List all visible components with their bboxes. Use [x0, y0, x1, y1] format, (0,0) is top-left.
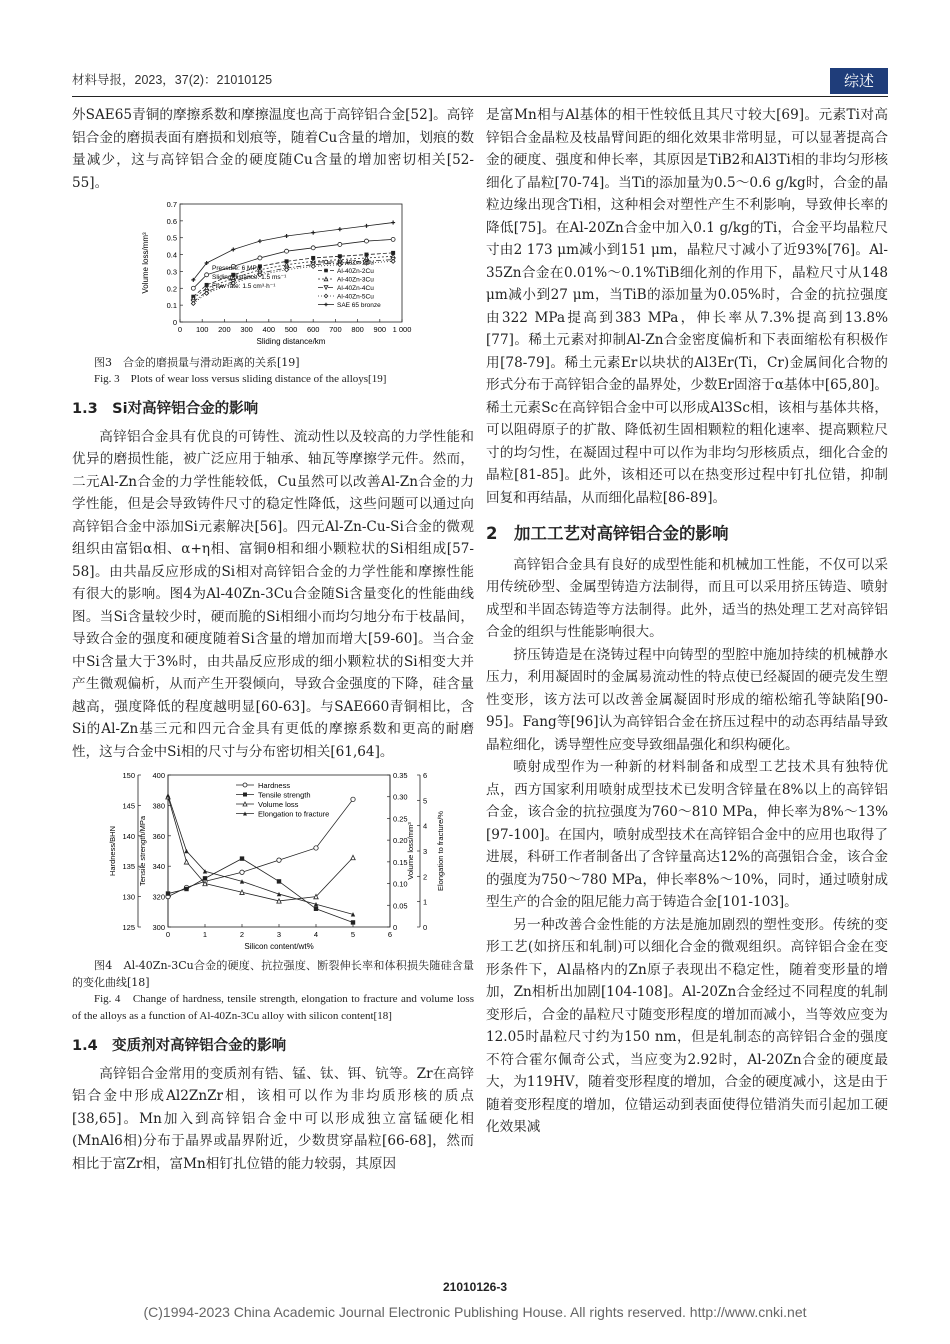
y-tick-label: 150: [122, 771, 135, 780]
legend-marker: [324, 286, 328, 290]
figure-3-caption-en: Fig. 3 Plots of wear loss versus sliding distance of the alloys[19]: [94, 373, 387, 385]
data-point: [166, 793, 170, 797]
figure-4-silicon-chart: [88, 765, 458, 957]
legend-label: Al-40Zn-5Cu: [337, 293, 374, 301]
annotation-text: Sliding distance: 1.5 ms⁻¹: [212, 274, 287, 281]
y-tick-label: 340: [152, 862, 165, 872]
data-point: [258, 239, 262, 243]
data-point: [351, 920, 355, 924]
section-1-3-heading: 1.3 Si对高锌铝合金的影响: [72, 401, 259, 417]
x-tick-label: 200: [218, 325, 231, 334]
y-tick-label: 135: [122, 862, 135, 872]
data-point: [314, 902, 318, 906]
header-rule: [72, 96, 888, 97]
annotation-text: Pressure: 6 MPa: [212, 265, 261, 272]
x-tick-label: 900: [373, 325, 387, 334]
annotation-text: Flow rate: 1.5 cm³·h⁻¹: [212, 283, 276, 290]
y-tick-label: 0.35: [393, 771, 408, 780]
y-tick-label: 0.7: [166, 200, 177, 209]
legend-label: Al-40Zn-4Cu: [337, 285, 374, 292]
y-tick-label: 140: [122, 831, 135, 841]
legend-label: Volume loss: [258, 800, 299, 809]
y-tick-label: 300: [152, 923, 165, 932]
data-point: [285, 234, 289, 238]
data-point: [338, 227, 342, 231]
x-tick-label: 700: [329, 325, 342, 334]
y-tick-label: 0.30: [393, 792, 408, 802]
y-tick-label: 145: [122, 801, 135, 811]
right-paragraph-2: 高锌铝合金具有良好的成型性能和机械加工性能，不仅可以采用传统砂型、金属型铸造方法制得，而且可以采用挤压铸造、喷射成型和半固态铸造等方法制得。此外，适当的热处理工艺对高锌铝合金的组织与性能影响很大。: [486, 556, 888, 640]
right-paragraph-3: 挤压铸造是在浇铸过程中向铸型的型腔中施加持续的机械静水压力，利用凝固时的金属易流动性的特点使已经凝固的硬壳发生塑性变形，该方法可以改善金属凝固时形成的缩松缩孔等缺陷[90-95]。Fang等[96]认为高锌铝合金在挤压过程中的动态再结晶导致晶粒细化，诱导塑性应变导致细晶强化和织构硬化。: [486, 646, 888, 753]
y-tick-label: 130: [122, 892, 135, 902]
right-paragraph-5: 另一种改善合金性能的方法是施加剧烈的塑性变形。传统的变形工艺(如挤压和轧制)可以细化合金的微观组织。高锌铝合金在变形条件下，Al晶格内的Zn原子表现出不稳定性，随着变形量的增加，Zn相析出加剧[104-108]。Al-20Zn合金经过不同程度的轧制变形后，合金的晶粒尺寸随变形程度的增加而减小，当等效应变为12.05时晶粒尺寸约为150 nm，但是轧制态的高锌铝合金的强度不符合霍尔佩奇公式，当应变为2.92时，Al-20Zn合金的硬度最大，为119HV，随着变形程度的增加，合金的硬度减小，这是由于随着变形程度的增加，位错运动到表面使得位错消失而引起加工硬化效果减: [486, 916, 888, 1135]
y-tick-label: 3: [423, 847, 428, 856]
legend-label: Al-40Zn-3Cu: [337, 276, 374, 284]
legend-marker: [243, 802, 247, 806]
x-tick-label: 600: [306, 325, 320, 334]
x-tick-label: 100: [195, 325, 209, 334]
data-point: [285, 249, 289, 253]
data-point: [240, 856, 244, 860]
y-tick-label: 0.25: [393, 814, 408, 824]
data-point: [184, 860, 188, 864]
data-point: [166, 891, 170, 895]
data-point: [391, 221, 395, 225]
section-tag: 综述: [830, 68, 888, 94]
legend-label: SAE 65 bronze: [337, 302, 381, 309]
legend-marker: [324, 269, 328, 273]
x-tick-label: 4: [313, 930, 319, 939]
y-tick-label: 0: [423, 923, 428, 932]
data-point: [314, 907, 318, 911]
legend-label: Elongation to fracture: [258, 809, 330, 819]
data-point: [184, 849, 188, 853]
legend-marker: [324, 294, 328, 298]
x-tick-label: 0: [177, 325, 183, 334]
y-tick-label: 0.4: [166, 250, 177, 260]
data-point: [231, 248, 235, 252]
data-point: [338, 242, 342, 246]
x-tick-label: 6: [387, 930, 393, 939]
legend-marker: [243, 783, 247, 787]
data-point: [184, 887, 188, 891]
data-point: [285, 268, 289, 272]
y-tick-label: 380: [152, 801, 165, 811]
y-tick-label: 0.5: [166, 233, 177, 243]
y-tick-label: 4: [423, 821, 428, 831]
y-axis-label: Volume loss/mm³: [141, 232, 150, 294]
data-point: [311, 231, 315, 235]
data-point: [311, 264, 315, 268]
legend-marker: [324, 277, 328, 281]
legend-marker: [324, 303, 328, 307]
x-axis-label: Silicon content/wt%: [244, 942, 314, 951]
y-tick-label: 5: [423, 796, 428, 806]
y-tick-label: 0.1: [166, 301, 177, 311]
data-point: [205, 273, 209, 277]
y-tick-label: 0: [172, 318, 177, 327]
y-axis-label: Volume loss/mm³: [406, 822, 415, 880]
data-point: [277, 899, 281, 903]
y-tick-label: 2: [423, 872, 428, 882]
data-point: [240, 879, 244, 883]
legend-marker: [324, 260, 328, 264]
copyright-footer: (C)1994-2023 China Academic Journal Electronic Publishing House. All rights reserved. http://www.cnki.net: [143, 1304, 807, 1320]
y-tick-label: 1: [423, 897, 428, 907]
y-tick-label: 0: [393, 923, 398, 932]
y-axis-label: Hardness/BHN: [108, 825, 117, 877]
y-tick-label: 125: [122, 923, 135, 932]
left-paragraph-2: 高锌铝合金具有优良的可铸性、流动性以及较高的力学性能和优异的磨损性能，被广泛应用于轴承、轴瓦等摩擦学元件。然而，二元Al-Zn合金的力学性能较低，Cu虽然可以改善Al-Zn合金的力学性能，但是会导致铸件尺寸的稳定性降低，这些问题可以通过向高锌铝合金中添加Si元素解决[56]。四元Al-Zn-Cu-Si合金的微观组织由富铝α相、α+η相、富铜θ相和细小颗粒状的Si相组成[57-58]。由共晶反应形成的Si相对高锌铝合金的力学性能和摩擦性能有很大的影响。图4为Al-40Zn-3Cu合金随Si含量变化的性能曲线图。当Si含量较少时，硬而脆的Si相细小而均匀地分布于枝晶间，导致合金的强度和硬度随着Si含量的增加而增大[59-60]。当合金中Si含量大于3%时，由共晶反应形成的细小颗粒状的Si相变大并产生微观偏析，从而产生开裂倾向，导致合金强度的下降，硅含量越高，强度降低的程度越明显[60-63]。与SAE660青铜相比，含Si的Al-Zn基三元和四元合金具有更低的摩擦系数和更高的耐磨性，这与合金中Si相的尺寸与分布密切相关[61,64]。: [72, 428, 474, 760]
legend-label: Al-40Zn-1Cu: [337, 259, 374, 267]
y-tick-label: 0.2: [166, 284, 177, 294]
x-tick-label: 300: [240, 325, 253, 334]
x-tick-label: 400: [262, 325, 276, 334]
x-tick-label: 2: [239, 930, 245, 939]
y-tick-label: 0.10: [393, 879, 408, 889]
y-tick-label: 6: [423, 771, 428, 780]
data-point: [277, 879, 281, 883]
figure-4-caption-en: Fig. 4 Change of hardness, tensile strength, elongation to fracture and volume loss of the alloys as a function of Al-40Zn-3Cu alloy with silicon content[18]: [72, 993, 474, 1022]
left-paragraph-1: 外SAE65青铜的摩擦系数和摩擦温度也高于高锌铝合金[52]。高锌铝合金的磨损表面有磨损和划痕等，随着Cu含量的增加，划痕的数量减少，这与高锌铝合金的硬度随Cu含量的增加密切相关[52-55]。: [72, 107, 474, 191]
data-point: [258, 256, 262, 260]
data-point: [240, 890, 244, 894]
x-tick-label: 5: [350, 930, 356, 939]
data-point: [240, 870, 244, 874]
figure-3-wear-loss-chart: [128, 196, 418, 354]
x-tick-label: 1: [202, 930, 208, 939]
section-2-heading: 2 加工工艺对高锌铝合金的影响: [486, 524, 729, 543]
x-tick-label: 3: [276, 930, 282, 939]
data-point: [191, 301, 195, 305]
figure-4-caption-cn: 图4 Al-40Zn-3Cu合金的硬度、抗拉强度、断裂伸长率和体积损失随硅含量的变化曲线[18]: [72, 959, 474, 989]
data-point: [351, 855, 355, 859]
y-tick-label: 400: [152, 771, 165, 780]
legend-label: Tensile strength: [258, 790, 311, 800]
right-paragraph-4: 喷射成型作为一种新的材料制备和成型工艺技术具有独特优点，西方国家利用喷射成型技术已发明含锌量在8%以上的高锌铝合金，该合金的抗拉强度为760～810 MPa，伸长率为8%～13%[97-100]。在国内，喷射成型技术在高锌铝合金中的应用也取得了进展，科研工作者制备出了含锌量高达12%的高强铝合金，该合金的强度为750～780 MPa，伸长率8%～10%，同时，通过喷射成型生产的合金的阻尼能力高于铸造合金[101-103]。: [486, 759, 888, 910]
series-line: [168, 859, 353, 923]
data-point: [364, 239, 368, 243]
data-point: [203, 876, 207, 880]
y-tick-label: 0.15: [393, 857, 408, 867]
data-point: [311, 246, 315, 250]
figure-3-caption-cn: 图3 合金的磨损量与滑动距离的关系[19]: [94, 356, 300, 369]
legend-label: Hardness: [258, 781, 291, 790]
legend-label: Al-40Zn-2Cu: [337, 268, 374, 275]
data-point: [351, 797, 355, 801]
legend-marker: [243, 793, 247, 797]
x-tick-label: 500: [284, 325, 298, 334]
section-1-4-heading: 1.4 变质剂对高锌铝合金的影响: [72, 1038, 287, 1054]
right-paragraph-1: 是富Mn相与Al基体的相干性较低且其尺寸较大[69]。元素Ti对高锌铝合金晶粒及枝晶臂间距的细化效果非常明显，可以显著提高合金的硬度、强度和伸长率，其原因是TiB2和Al3Ti相的非均匀形核细化了晶粒[70-74]。当Ti的添加量为0.5～0.6 g/kg时，合金的晶粒边缘出现含Ti相，这种相会对塑性产生不利影响，导致伸长率的降低[75]。在Al-20Zn合金中加入0.1 g/kg的Ti，合金平均晶粒尺寸由2 173 μm减小到151 μm，晶粒尺寸减小了近93%[76]。Al-35Zn合金在0.01%～0.1%TiB细化剂的作用下，晶粒尺寸从148 μm减小到27 μm，当TiB的添加量为0.05%时，合金的抗拉强度由322 MPa提高到383 MPa，伸长率从7.3%提高到13.8%[77]。稀土元素对抑制Al-Zn合金密度偏析和下表面缩松有积极作用[78-79]。稀土元素Er以块状的Al3Er(Ti，Cr)金属间化合物的形式分布于高锌铝合金的晶界处，少数Er固溶于α基体中[65,80]。稀土元素Sc在高锌铝合金中可以形成Al3Sc相，该相与基体共格，可以阻碍原子的扩散、降低初生固相颗粒的粗化速率、提高颗粒尺寸的均匀性，在凝固过程中可以作为非均匀形核质点，细化合金的晶粒[81-85]。此外，该相还可以在热变形过程中钉扎位错，抑制回复和再结晶，从而细化晶粒[86-89]。: [486, 107, 888, 506]
data-point: [277, 892, 281, 896]
data-point: [364, 224, 368, 228]
y-tick-label: 360: [152, 831, 165, 841]
y-axis-label: Elongation to fracture/%: [436, 810, 445, 892]
left-paragraph-3: 高锌铝合金常用的变质剂有锆、锰、钛、铒、钪等。Zr在高锌铝合金中形成Al2ZnZr相，该相可以作为非均质形核的质点[38,65]。Mn加入到高锌铝合金中可以形成独立富锰硬化相(MnAl6相)分布于晶界或晶界附近，少数贯穿晶粒[66-68]，然而相比于富Zr相，富Mn相钉扎位错的能力较弱，其原因: [72, 1065, 474, 1172]
data-point: [351, 912, 355, 916]
x-tick-label: 800: [351, 325, 364, 334]
x-tick-label: 1 000: [392, 325, 412, 334]
data-point: [277, 858, 281, 862]
right-column: [486, 104, 888, 1139]
y-axis-label: Tensile strength/MPa: [138, 815, 147, 887]
y-tick-label: 0.6: [166, 216, 177, 226]
data-point: [391, 259, 395, 263]
journal-header: 材料导报，2023，37(2)：21010125: [72, 73, 273, 87]
data-point: [391, 237, 395, 241]
y-tick-label: 0.20: [393, 836, 408, 846]
page-number: 21010126-3: [442, 1280, 508, 1294]
data-point: [191, 286, 195, 290]
left-column: [72, 104, 474, 1175]
data-point: [205, 291, 209, 295]
y-tick-label: 0.3: [166, 267, 177, 277]
x-tick-label: 0: [165, 930, 171, 939]
data-point: [314, 846, 318, 850]
y-tick-label: 0.05: [393, 901, 408, 911]
y-tick-label: 320: [152, 892, 165, 902]
x-axis-label: Sliding distance/km: [256, 337, 326, 346]
